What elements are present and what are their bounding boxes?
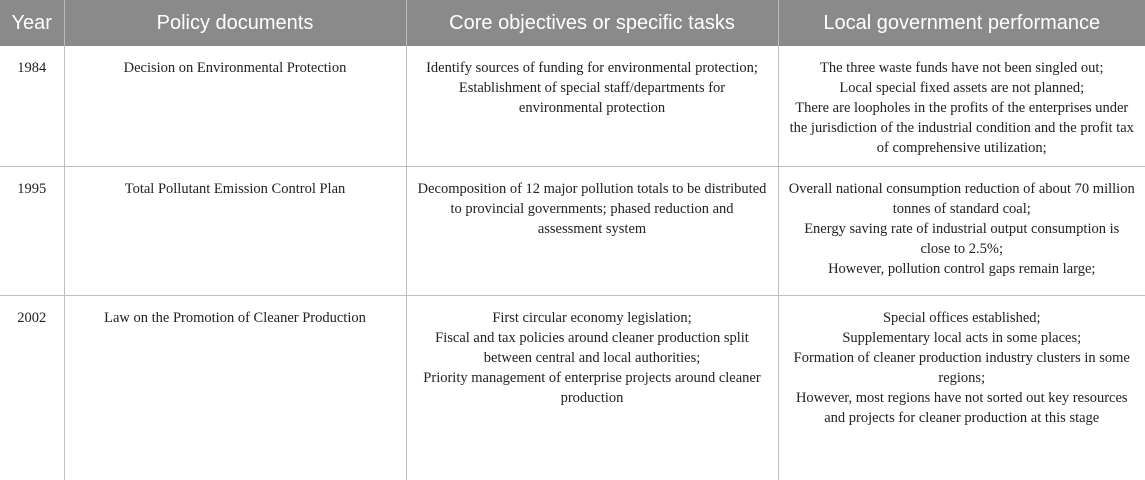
core-line: Establishment of special staff/departments for environmental protection: [458, 80, 726, 116]
local-line: Overall national consumption reduction of about 70 million tonnes of standard coal;: [788, 181, 1135, 217]
table-header: [0, 0, 1145, 46]
local-line: There are loopholes in the profits of the enterprises under the jurisdiction of the industrial condition and the profit tax of comprehensive utilization;: [789, 100, 1134, 156]
core-line: Priority management of enterprise projects around cleaner production: [423, 370, 761, 406]
core-cell: [406, 167, 778, 296]
header-policy-documents: Policy documents: [64, 0, 406, 46]
local-cell: [778, 46, 1145, 167]
local-cell: [778, 296, 1145, 480]
local-line: However, pollution control gaps remain large;: [828, 261, 1096, 277]
policy-cell: Total Pollutant Emission Control Plan: [64, 167, 406, 296]
core-line: Fiscal and tax policies around cleaner production split between central and local authorities;: [435, 330, 749, 366]
core-line: Decomposition of 12 major pollution totals to be distributed to provincial governments; phased reduction and assessment system: [417, 181, 767, 237]
table-row: [0, 46, 1145, 167]
year-cell: 1995: [0, 167, 64, 296]
header-local-performance: Local government performance: [778, 0, 1145, 46]
local-line: Special offices established;: [882, 310, 1041, 326]
local-line: Energy saving rate of industrial output consumption is close to 2.5%;: [804, 221, 1120, 257]
local-line: Supplementary local acts in some places;: [842, 330, 1082, 346]
local-line: The three waste funds have not been singled out;: [820, 60, 1104, 76]
core-cell: [406, 46, 778, 167]
table-row: [0, 296, 1145, 480]
header-year: Year: [0, 0, 64, 46]
table-row: [0, 167, 1145, 296]
header-core-objectives: Core objectives or specific tasks: [406, 0, 778, 46]
local-line: Local special fixed assets are not planned;: [839, 80, 1085, 96]
local-line: However, most regions have not sorted out key resources and projects for cleaner production at this stage: [795, 390, 1128, 426]
year-cell: 1984: [0, 46, 64, 167]
policy-cell: Law on the Promotion of Cleaner Production: [64, 296, 406, 480]
policy-cell: Decision on Environmental Protection: [64, 46, 406, 167]
local-cell: [778, 167, 1145, 296]
header-row: [0, 0, 1145, 46]
table-body: [0, 46, 1145, 480]
year-cell: 2002: [17, 310, 47, 326]
core-line: Identify sources of funding for environmental protection;: [426, 60, 758, 76]
core-line: First circular economy legislation;: [492, 310, 692, 326]
local-line: Formation of cleaner production industry clusters in some regions;: [793, 350, 1130, 386]
core-cell: [406, 296, 778, 480]
